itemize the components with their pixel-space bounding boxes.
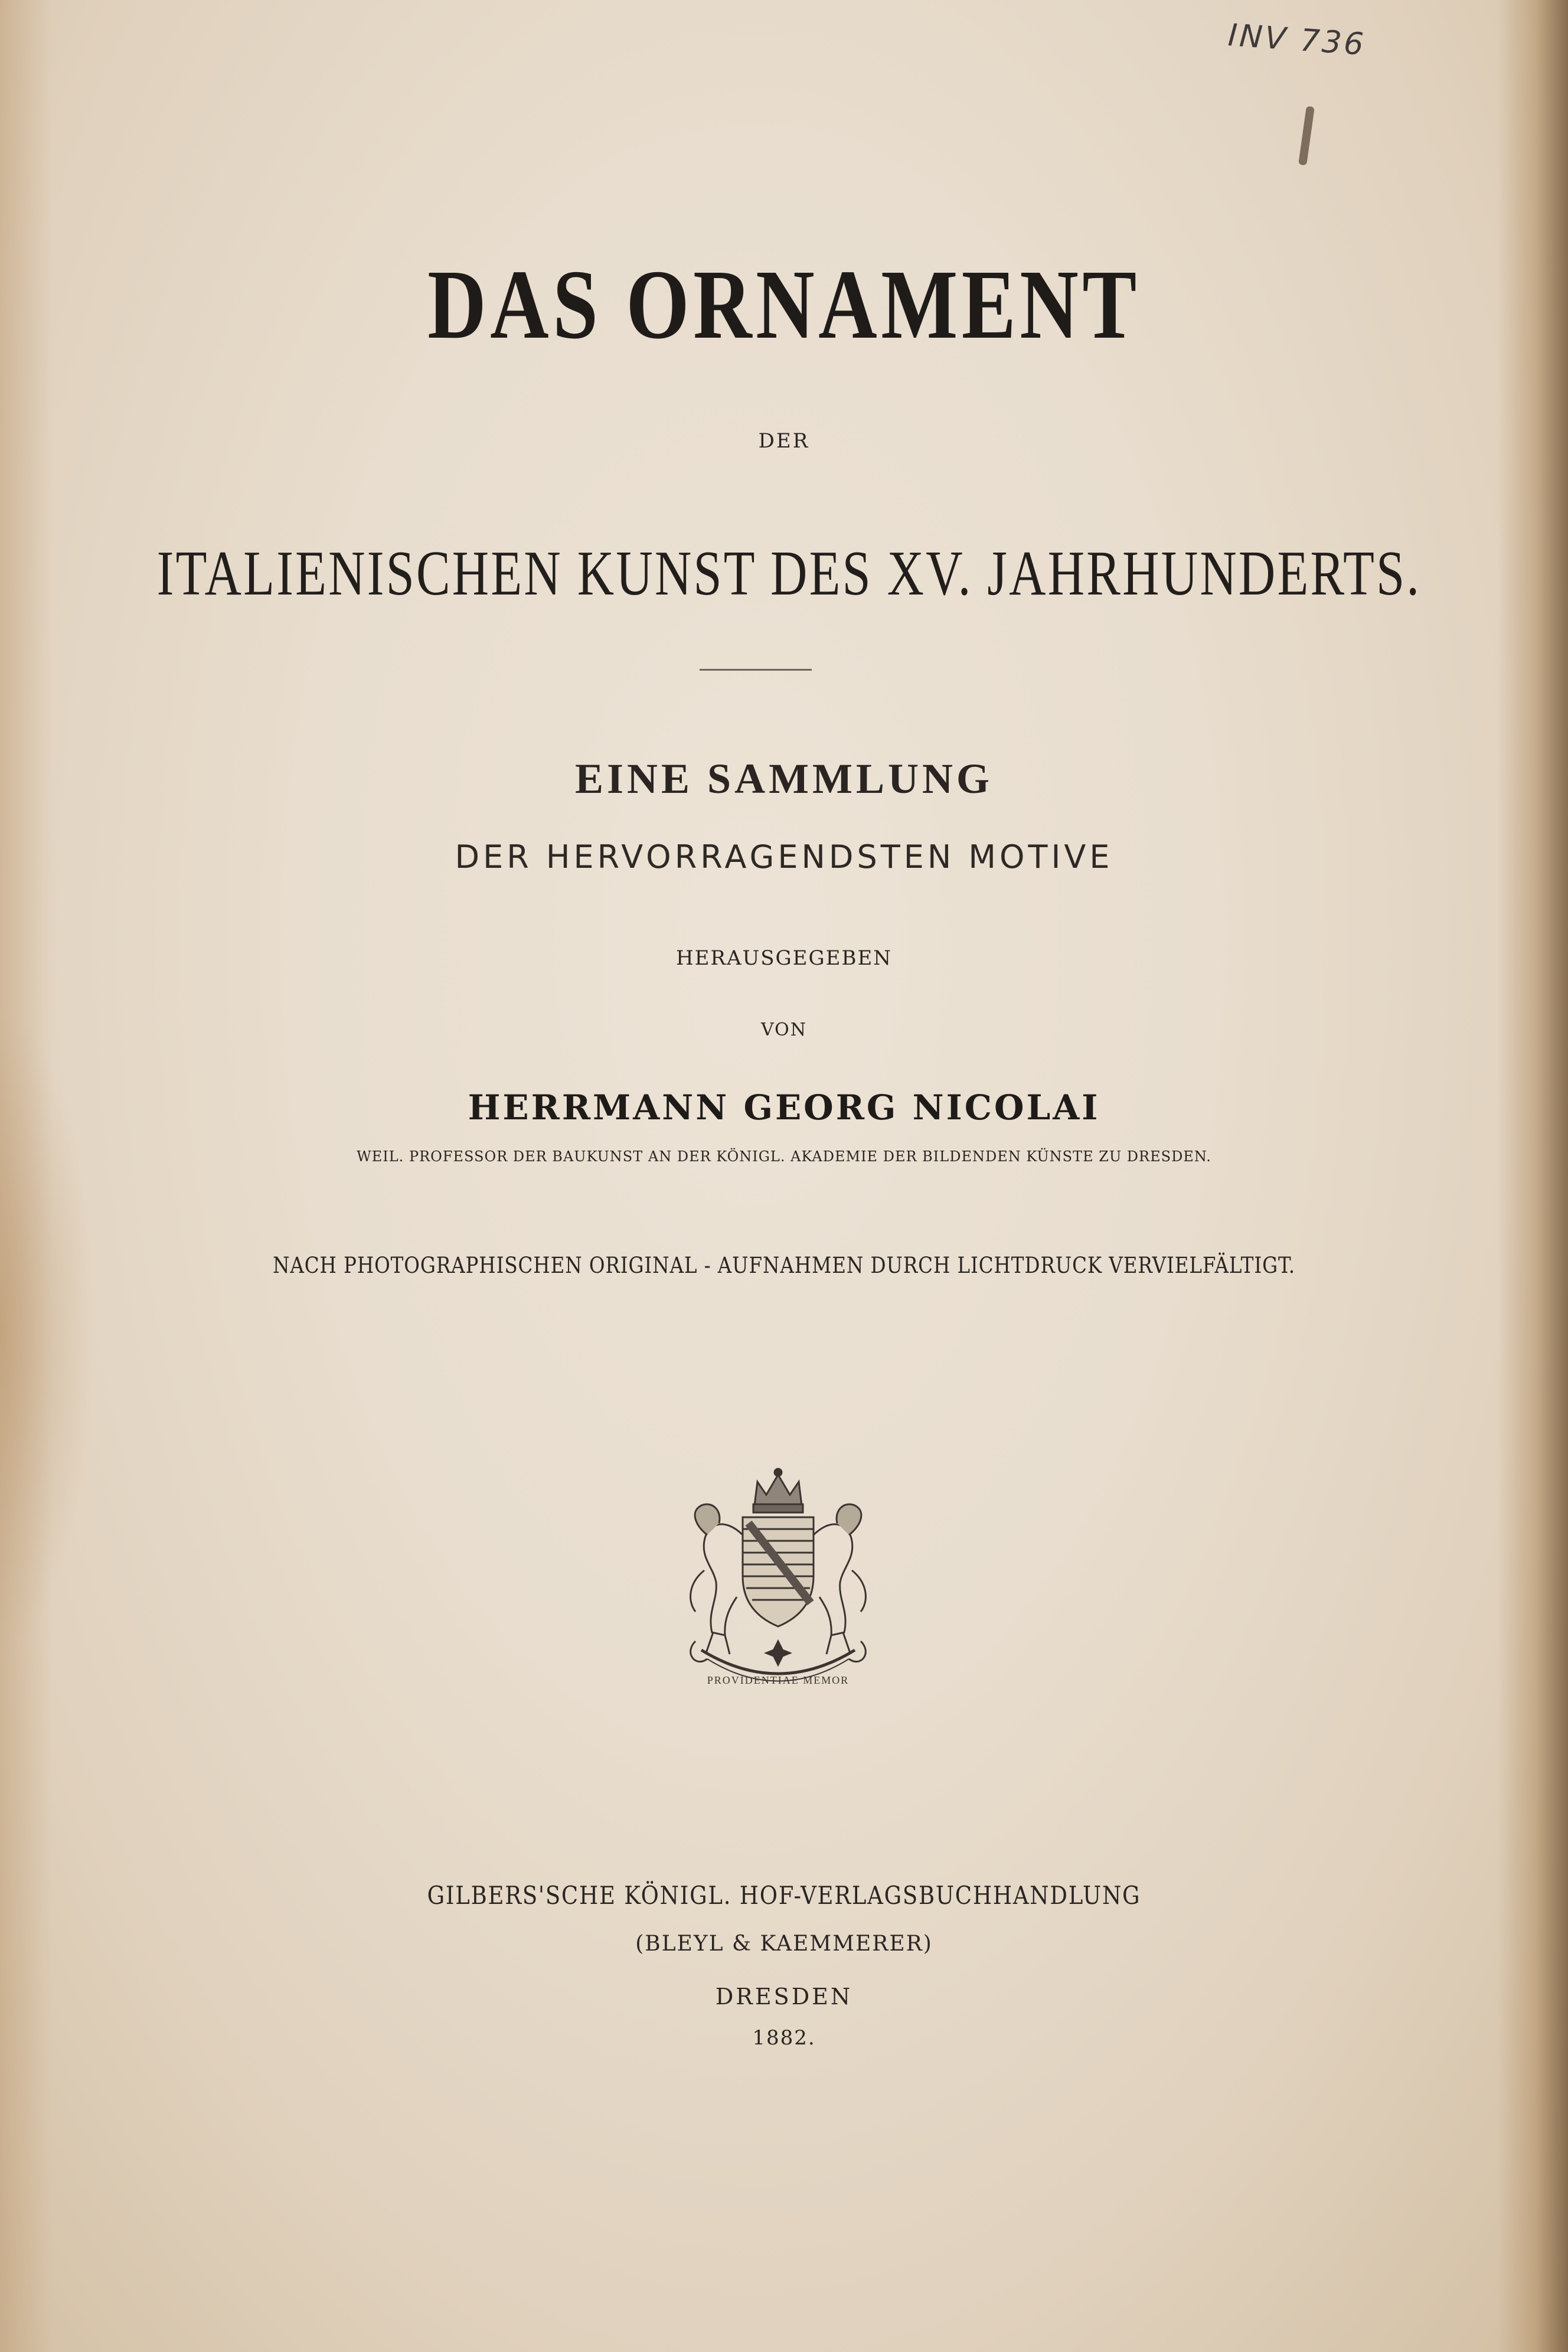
collection-heading: EINE SAMMLUNG [574,755,994,802]
publication-year: 1882. [752,2026,816,2050]
reproduction-note: NACH PHOTOGRAPHISCHEN ORIGINAL - AUFNAHMEN DURCH LICHTDRUCK VERVIELFÄLTIGT. [272,1253,1296,1278]
publisher-name: GILBERS'SCHE KÖNIGL. HOF-VERLAGSBUCHHANDLUNG [427,1881,1141,1910]
book-subtitle: ITALIENISCHEN KUNST DES XV. JAHRHUNDERTS. [156,538,1422,609]
emblem-motto: PROVIDENTIAE MEMOR [707,1674,850,1686]
pencil-mark [1298,106,1315,166]
publisher-owners: (BLEYL & KAEMMERER) [635,1932,933,1956]
author-role: WEIL. PROFESSOR DER BAUKUNST AN DER KÖNIGL. AKADEMIE DER BILDENDEN KÜNSTE ZU DRESDEN. [357,1148,1211,1165]
von-label: VON [761,1020,807,1040]
title-connector: DER [758,429,810,453]
inventory-note: INV 736 [1227,17,1367,63]
book-title: DAS ORNAMENT [427,250,1141,360]
divider-rule [700,669,812,671]
publication-city: DRESDEN [715,1984,853,2010]
coat-of-arms-icon [660,1464,896,1706]
published-by-label: HERAUSGEGEBEN [675,946,893,970]
author-name: HERRMANN GEORG NICOLAI [468,1087,1100,1128]
collection-subheading: DER HERVORRAGENDSTEN MOTIVE [455,838,1113,876]
